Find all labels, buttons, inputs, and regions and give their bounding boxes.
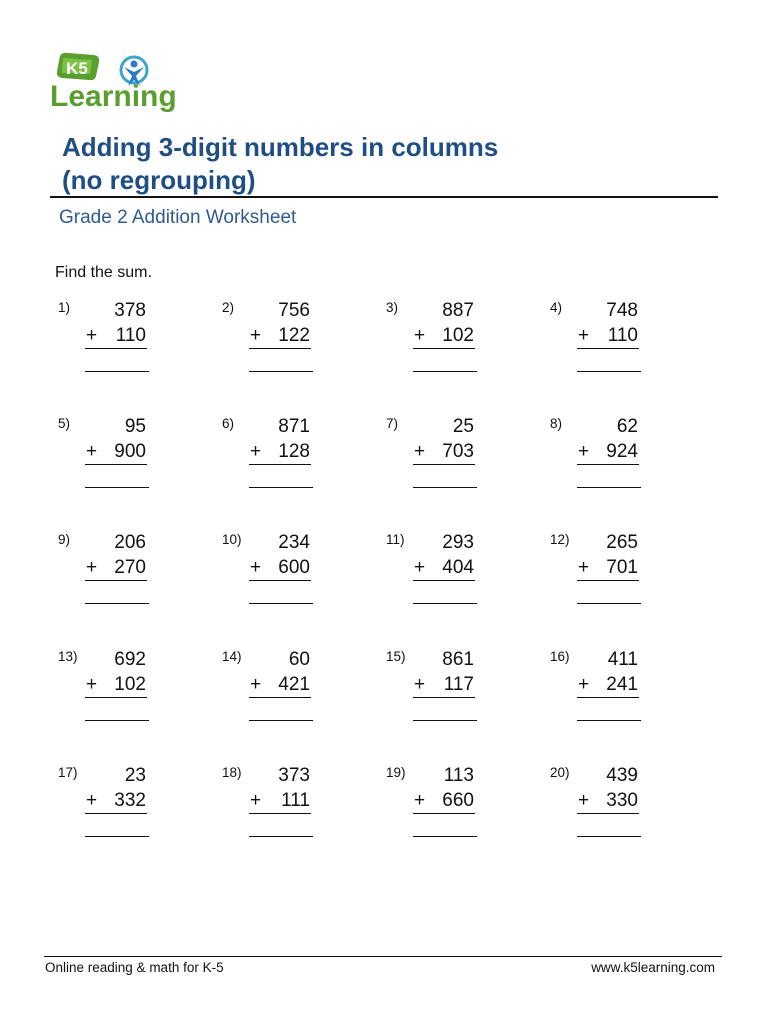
plus-sign: + [86, 441, 98, 462]
first-addend: 265 [606, 532, 638, 553]
addition-problem [222, 765, 362, 865]
first-addend: 439 [606, 765, 638, 786]
problem-number: 2) [222, 300, 235, 315]
plus-sign: + [86, 325, 98, 346]
second-addend: 703 [442, 441, 474, 462]
instruction-text: Find the sum. [55, 264, 152, 281]
plus-sign: + [578, 557, 590, 578]
answer-blank[interactable] [85, 371, 149, 372]
answer-blank[interactable] [577, 371, 641, 372]
problem-number: 4) [550, 300, 563, 315]
problem-number: 6) [222, 416, 235, 431]
addition-problem [550, 300, 690, 400]
answer-blank[interactable] [249, 603, 313, 604]
k5-learning-logo [48, 50, 188, 112]
sum-rule [249, 348, 311, 349]
footer-tagline: Online reading & math for K-5 [45, 960, 224, 975]
addition-problem [58, 765, 198, 865]
problem-number: 14) [222, 649, 242, 664]
sum-rule [413, 348, 475, 349]
first-addend: 113 [443, 765, 474, 786]
sum-rule [249, 813, 311, 814]
sum-rule [577, 464, 639, 465]
sum-rule [249, 464, 311, 465]
plus-sign: + [250, 557, 262, 578]
k5-badge [57, 53, 99, 80]
problem-number: 9) [58, 532, 71, 547]
sum-rule [85, 464, 147, 465]
second-addend: 404 [442, 557, 474, 578]
answer-blank[interactable] [577, 487, 641, 488]
problem-number: 11) [386, 532, 405, 547]
answer-blank[interactable] [249, 720, 313, 721]
title-line-2: (no regrouping) [62, 165, 256, 195]
second-addend: 600 [278, 557, 310, 578]
first-addend: 748 [606, 300, 638, 321]
answer-blank[interactable] [577, 720, 641, 721]
answer-blank[interactable] [413, 836, 477, 837]
first-addend: 756 [278, 300, 310, 321]
first-addend: 25 [452, 416, 474, 437]
addition-problem [386, 532, 526, 632]
plus-sign: + [578, 441, 590, 462]
addition-problem [550, 416, 690, 516]
header-divider [50, 196, 718, 198]
answer-blank[interactable] [249, 371, 313, 372]
answer-blank[interactable] [85, 487, 149, 488]
second-addend: 241 [606, 674, 638, 695]
second-addend: 900 [114, 441, 146, 462]
second-addend: 122 [278, 325, 310, 346]
problem-number: 19) [386, 765, 406, 780]
answer-blank[interactable] [577, 836, 641, 837]
first-addend: 871 [278, 416, 310, 437]
addition-problem [550, 765, 690, 865]
addition-problem [386, 765, 526, 865]
addition-problem [550, 649, 690, 749]
sum-rule [577, 580, 639, 581]
plus-sign: + [578, 325, 590, 346]
worksheet-title [62, 131, 498, 197]
second-addend: 421 [278, 674, 310, 695]
addition-problem [222, 416, 362, 516]
sum-rule [577, 813, 639, 814]
second-addend: 924 [606, 441, 638, 462]
first-addend: 378 [114, 300, 146, 321]
answer-blank[interactable] [413, 603, 477, 604]
addition-problem [58, 532, 198, 632]
second-addend: 660 [442, 790, 474, 811]
problem-number: 12) [550, 532, 570, 547]
addition-problem [386, 649, 526, 749]
addition-problem [386, 416, 526, 516]
plus-sign: + [250, 674, 262, 695]
first-addend: 411 [607, 649, 638, 670]
first-addend: 23 [124, 765, 146, 786]
answer-blank[interactable] [249, 836, 313, 837]
first-addend: 373 [278, 765, 310, 786]
problem-number: 17) [58, 765, 78, 780]
plus-sign: + [250, 325, 262, 346]
answer-blank[interactable] [413, 487, 477, 488]
sum-rule [85, 348, 147, 349]
logo-wordmark: Learning [50, 80, 177, 112]
answer-blank[interactable] [413, 371, 477, 372]
sum-rule [413, 813, 475, 814]
first-addend: 887 [442, 300, 474, 321]
sum-rule [85, 813, 147, 814]
addition-problem [58, 416, 198, 516]
worksheet-subtitle: Grade 2 Addition Worksheet [59, 207, 297, 228]
answer-blank[interactable] [85, 836, 149, 837]
second-addend: 110 [115, 325, 146, 346]
sum-rule [85, 697, 147, 698]
second-addend: 332 [114, 790, 146, 811]
sum-rule [413, 697, 475, 698]
second-addend: 102 [442, 325, 474, 346]
addition-problem [58, 300, 198, 400]
first-addend: 95 [124, 416, 146, 437]
problem-number: 3) [386, 300, 399, 315]
problem-number: 1) [58, 300, 71, 315]
first-addend: 60 [288, 649, 310, 670]
sum-rule [577, 348, 639, 349]
plus-sign: + [578, 790, 590, 811]
sum-rule [413, 464, 475, 465]
sum-rule [249, 580, 311, 581]
addition-problem [222, 532, 362, 632]
plus-sign: + [414, 441, 426, 462]
answer-blank[interactable] [249, 487, 313, 488]
problem-number: 16) [550, 649, 570, 664]
title-line-1: Adding 3-digit numbers in columns [62, 132, 499, 162]
answer-blank[interactable] [85, 603, 149, 604]
plus-sign: + [414, 325, 426, 346]
plus-sign: + [414, 674, 426, 695]
sum-rule [577, 697, 639, 698]
plus-sign: + [86, 674, 98, 695]
footer-url: www.k5learning.com [591, 960, 715, 975]
second-addend: 110 [607, 325, 638, 346]
addition-problem [58, 649, 198, 749]
footer-divider [44, 956, 722, 957]
logo-badge-text: K5 [66, 59, 88, 78]
sum-rule [85, 580, 147, 581]
second-addend: 270 [114, 557, 146, 578]
second-addend: 128 [278, 441, 310, 462]
plus-sign: + [86, 557, 98, 578]
answer-blank[interactable] [413, 720, 477, 721]
first-addend: 206 [114, 532, 146, 553]
sum-rule [413, 580, 475, 581]
first-addend: 861 [442, 649, 474, 670]
answer-blank[interactable] [577, 603, 641, 604]
addition-problem [222, 649, 362, 749]
plus-sign: + [250, 441, 262, 462]
plus-sign: + [414, 557, 426, 578]
first-addend: 62 [616, 416, 638, 437]
second-addend: 102 [114, 674, 146, 695]
second-addend: 117 [443, 674, 474, 695]
second-addend: 701 [606, 557, 638, 578]
problem-number: 8) [550, 416, 563, 431]
addition-problem [550, 532, 690, 632]
addition-problem [222, 300, 362, 400]
problem-number: 13) [58, 649, 78, 664]
addition-problem [386, 300, 526, 400]
first-addend: 234 [278, 532, 310, 553]
plus-sign: + [578, 674, 590, 695]
problem-number: 7) [386, 416, 399, 431]
plus-sign: + [250, 790, 262, 811]
answer-blank[interactable] [85, 720, 149, 721]
second-addend: 330 [606, 790, 638, 811]
sum-rule [249, 697, 311, 698]
plus-sign: + [86, 790, 98, 811]
problem-number: 5) [58, 416, 71, 431]
first-addend: 293 [442, 532, 474, 553]
plus-sign: + [414, 790, 426, 811]
problem-number: 20) [550, 765, 570, 780]
problem-number: 10) [222, 532, 242, 547]
second-addend: 111 [281, 790, 310, 811]
first-addend: 692 [114, 649, 146, 670]
problem-number: 15) [386, 649, 406, 664]
problem-number: 18) [222, 765, 242, 780]
